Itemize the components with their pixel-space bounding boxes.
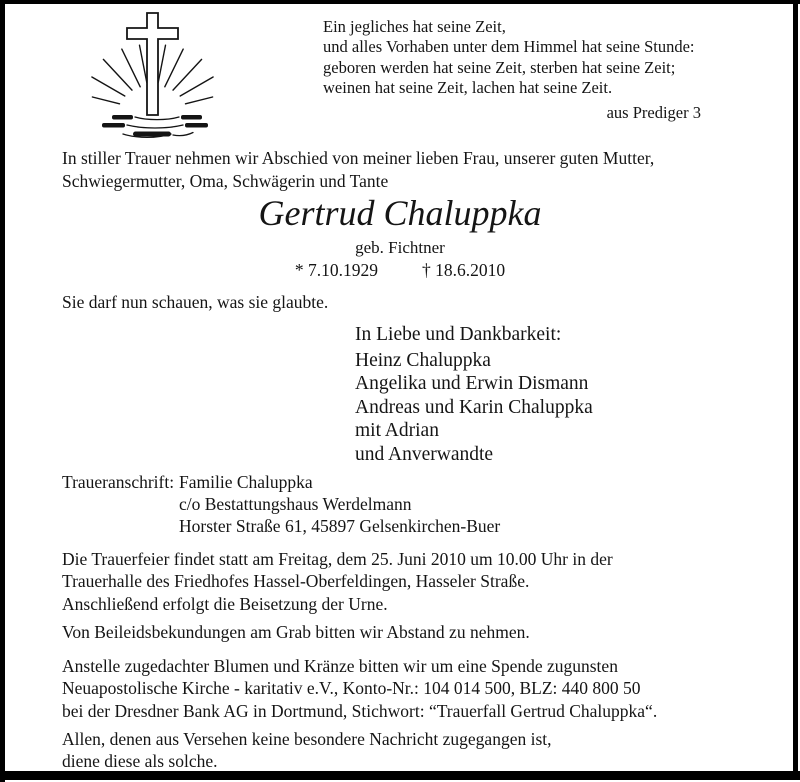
funeral-line: Trauerhalle des Friedhofes Hassel-Oberfeldingen, Hasseler Straße.	[62, 571, 530, 592]
intro-line: Schwiegermutter, Oma, Schwägerin und Tante	[62, 171, 389, 191]
scan-border-right	[793, 0, 798, 780]
address-line: Horster Straße 61, 45897 Gelsenkirchen-Buer	[179, 515, 501, 536]
mourners-heading: In Liebe und Dankbarkeit:	[355, 324, 562, 345]
scan-border-top	[0, 0, 800, 4]
closing-line: Allen, denen aus Versehen keine besondere Nachricht zugegangen ist,	[62, 729, 552, 749]
quote-line: und alles Vorhaben unter dem Himmel hat seine Stunde:	[323, 37, 695, 57]
mourning-address	[62, 472, 500, 537]
belief-line: Sie darf nun schauen, was sie glaubte.	[62, 292, 329, 312]
donation-line: bei der Dresdner Bank AG in Dortmund, Stichwort: “Trauerfall Gertrud Chaluppka“.	[62, 700, 658, 721]
quote-source: aus Prediger 3	[606, 103, 701, 123]
quote-line: geboren werden hat seine Zeit, sterben hat seine Zeit;	[323, 57, 676, 77]
intro-line: In stiller Trauer nehmen wir Abschied von meiner lieben Frau, unserer guten Mutter,	[62, 148, 655, 168]
mourner-name: Andreas und Karin Chaluppka	[355, 396, 593, 418]
mourner-name: Heinz Chaluppka	[355, 349, 491, 371]
funeral-info	[62, 548, 613, 615]
donation-line: Neuapostolische Kirche - karitativ e.V., Konto-Nr.: 104 014 500, BLZ: 440 800 50	[62, 678, 641, 699]
church-cross-rays-water-emblem-icon	[85, 5, 235, 145]
address-line: c/o Bestattungshaus Werdelmann	[179, 493, 412, 514]
closing-note	[62, 728, 552, 773]
address-line: Familie Chaluppka	[179, 472, 313, 492]
donation-note	[62, 655, 657, 722]
deceased-name: Gertrud Chaluppka	[258, 193, 542, 233]
mourner-name: und Anverwandte	[355, 443, 494, 465]
scripture-quote	[323, 17, 701, 123]
closing-line: diene diese als solche.	[62, 751, 218, 772]
intro-paragraph	[62, 147, 654, 193]
condolence-note: Von Beileidsbekundungen am Grab bitten wir Abstand zu nehmen.	[62, 622, 530, 642]
deceased-maiden-name: geb. Fichtner	[355, 238, 445, 257]
address-lines	[179, 472, 500, 537]
quote-line: Ein jegliches hat seine Zeit,	[323, 17, 506, 36]
life-dates	[0, 260, 800, 281]
scan-border-left	[0, 0, 5, 782]
mourner-name: mit Adrian	[355, 420, 439, 441]
birth-date: * 7.10.1929	[294, 260, 378, 280]
funeral-line: Die Trauerfeier findet statt am Freitag, dem 25. Juni 2010 um 10.00 Uhr in der	[62, 549, 613, 569]
death-date: † 18.6.2010	[422, 260, 506, 280]
mourner-name: Angelika und Erwin Dismann	[355, 373, 589, 394]
mourners-block	[355, 323, 593, 466]
donation-line: Anstelle zugedachter Blumen und Kränze bitten wir um eine Spende zugunsten	[62, 656, 618, 676]
quote-line: weinen hat seine Zeit, lachen hat seine Zeit.	[323, 77, 613, 97]
address-label: Traueranschrift:	[62, 472, 175, 492]
funeral-line: Anschließend erfolgt die Beisetzung der Urne.	[62, 593, 388, 614]
